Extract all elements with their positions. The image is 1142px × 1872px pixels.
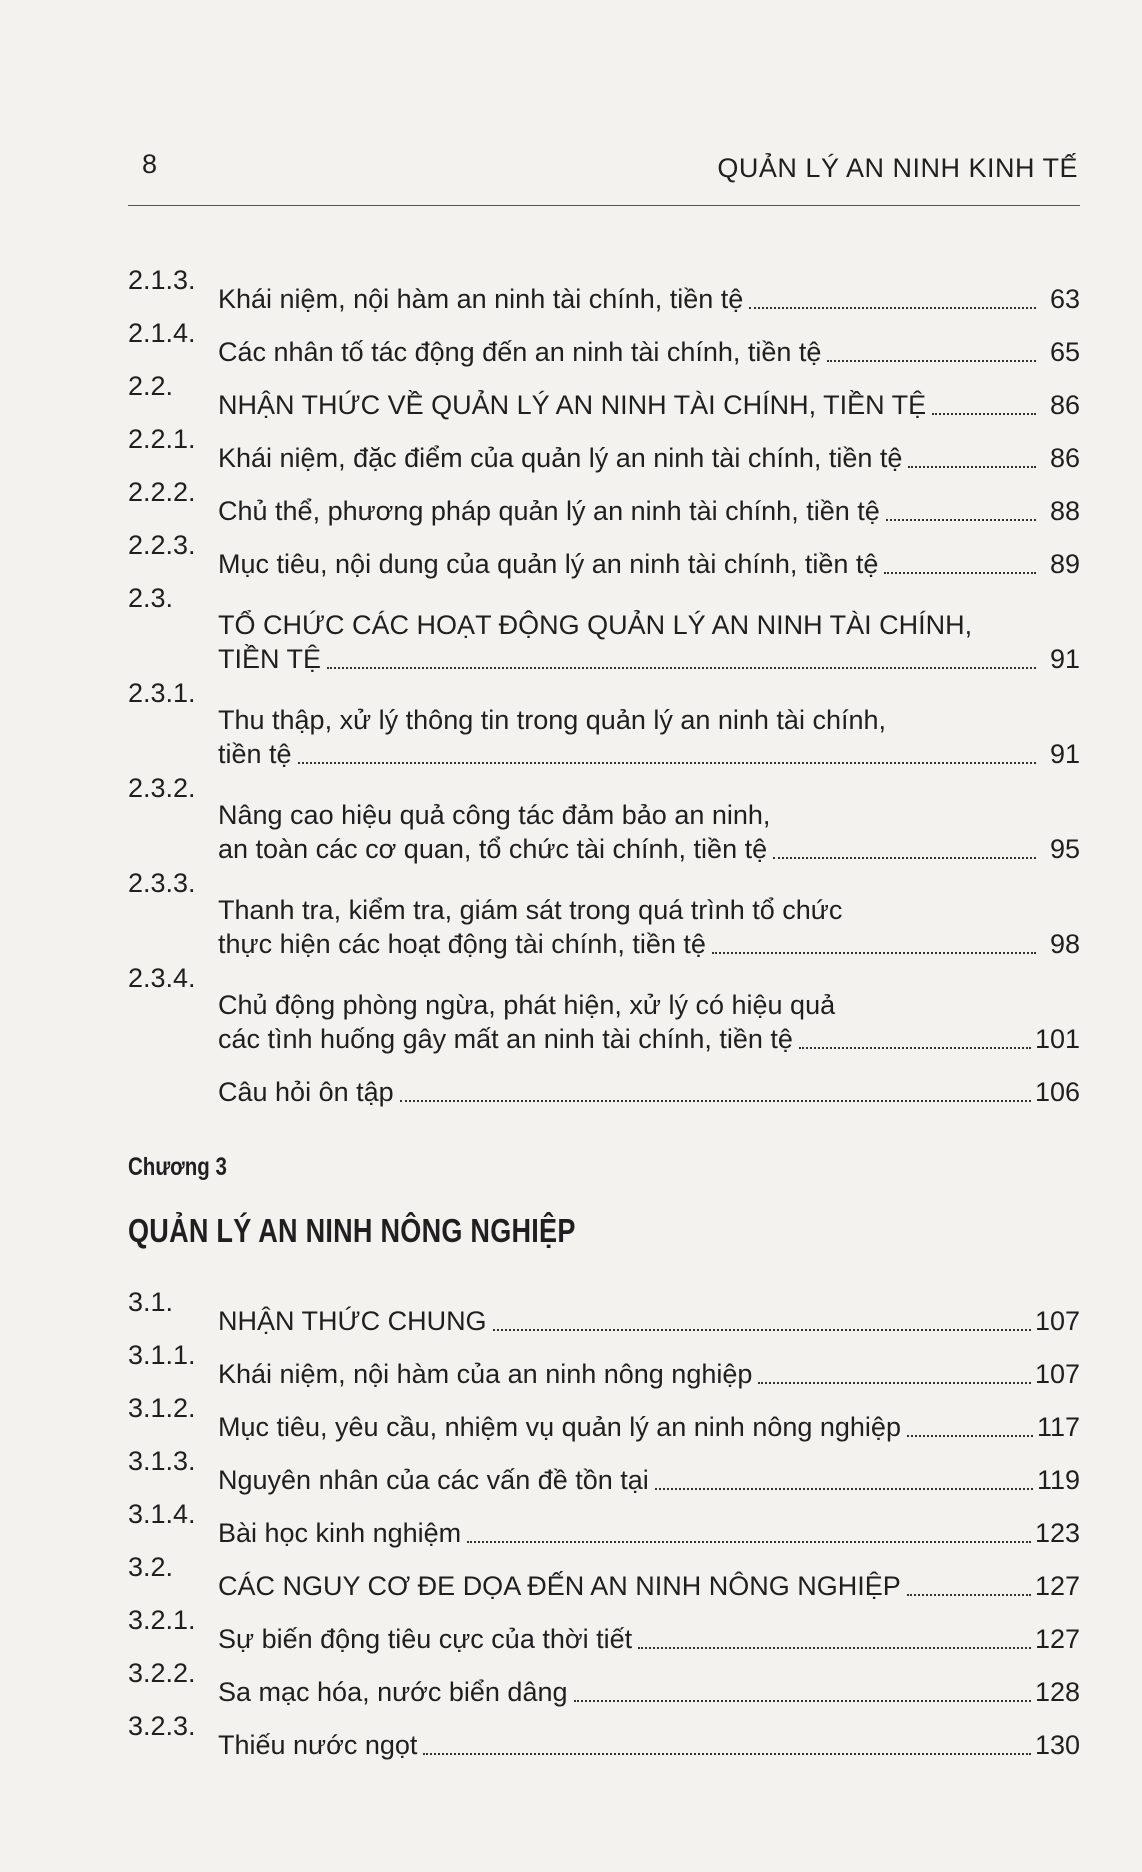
toc-entry-number: 2.3.3. xyxy=(128,868,196,898)
dot-leader xyxy=(493,1328,1031,1331)
toc-entry-title-line: Khái niệm, đặc điểm của quản lý an ninh tài chính, tiền tệ xyxy=(218,443,903,473)
toc-entry xyxy=(128,1709,1080,1762)
toc-entry xyxy=(128,676,1080,771)
chapter-label: Chương 3 xyxy=(128,1153,227,1181)
dot-leader xyxy=(638,1646,1031,1649)
toc-entry-number: 2.3. xyxy=(128,583,174,613)
toc-entry-title-line: Chủ động phòng ngừa, phát hiện, xử lý có hiệu quả xyxy=(218,990,836,1020)
toc-entry-number: 2.1.3. xyxy=(128,265,196,295)
toc-entry xyxy=(128,581,1080,676)
toc-entry-page: 91 xyxy=(1049,739,1080,769)
toc-entry-page: 107 xyxy=(1034,1359,1080,1389)
toc-entry-title-line: Câu hỏi ôn tập xyxy=(218,1077,394,1107)
toc-entry-number: 2.3.4. xyxy=(128,963,196,993)
toc-entry xyxy=(128,1550,1080,1603)
toc-entry-title-line: Thiếu nước ngọt xyxy=(218,1730,418,1760)
chapter-title: QUẢN LÝ AN NINH NÔNG NGHIỆP xyxy=(128,1212,576,1249)
dot-leader xyxy=(327,666,1036,669)
toc-entry-number: 2.1.4. xyxy=(128,318,196,348)
dot-leader xyxy=(773,856,1036,859)
toc-entry-title-line: Thanh tra, kiểm tra, giám sát trong quá trình tổ chức xyxy=(218,895,843,925)
dot-leader xyxy=(799,1046,1031,1049)
toc-entry-title-line: Thu thập, xử lý thông tin trong quản lý an ninh tài chính, xyxy=(218,705,886,735)
toc-entry-page: 86 xyxy=(1049,443,1080,473)
toc-entry-number: 3.2. xyxy=(128,1552,174,1582)
toc-entry xyxy=(128,316,1080,369)
dot-leader xyxy=(827,359,1036,362)
toc-entry-title-line: tiền tệ xyxy=(218,739,292,769)
toc-entry-page: 65 xyxy=(1049,337,1080,367)
toc-entry-page: 107 xyxy=(1034,1306,1080,1336)
dot-leader xyxy=(467,1540,1031,1543)
toc-entry-page: 101 xyxy=(1034,1024,1080,1054)
dot-leader xyxy=(749,306,1036,309)
dot-leader xyxy=(886,518,1036,521)
toc-entry-page: 117 xyxy=(1036,1412,1080,1442)
toc-entry xyxy=(128,263,1080,316)
toc-entry-number: 3.1.3. xyxy=(128,1446,196,1476)
dot-leader xyxy=(907,1434,1033,1437)
toc-entry-page: 89 xyxy=(1049,549,1080,579)
toc-entry xyxy=(128,1603,1080,1656)
toc-entry-page: 86 xyxy=(1049,390,1080,420)
dot-leader xyxy=(908,465,1036,468)
toc-entry xyxy=(128,1656,1080,1709)
running-title: QUẢN LÝ AN NINH KINH TẾ xyxy=(717,153,1078,183)
toc-entry xyxy=(128,369,1080,422)
dot-leader xyxy=(423,1752,1031,1755)
toc-entry-title-line: TIỀN TỆ xyxy=(218,644,322,674)
toc-entry-number: 2.2.1. xyxy=(128,424,196,454)
dot-leader xyxy=(932,412,1036,415)
toc-entry-page: 63 xyxy=(1049,284,1080,314)
toc-entry-title-line: TỔ CHỨC CÁC HOẠT ĐỘNG QUẢN LÝ AN NINH TÀI CHÍNH, xyxy=(218,610,973,640)
toc-entry-page: 128 xyxy=(1034,1677,1080,1707)
toc-entry-number: 2.2. xyxy=(128,371,174,401)
toc-entry xyxy=(128,1391,1080,1444)
toc-entry-page: 119 xyxy=(1036,1465,1080,1495)
toc-entry-title-line: CÁC NGUY CƠ ĐE DỌA ĐẾN AN NINH NÔNG NGHIỆP xyxy=(218,1571,901,1601)
toc-entry-title-line: Khái niệm, nội hàm an ninh tài chính, tiền tệ xyxy=(218,284,744,314)
toc-entry-number: 3.1.2. xyxy=(128,1393,196,1423)
dot-leader xyxy=(712,951,1036,954)
toc-entry xyxy=(128,1497,1080,1550)
toc-entry-page: 88 xyxy=(1049,496,1080,526)
toc-entry xyxy=(128,961,1080,1056)
toc-entry-page: 91 xyxy=(1049,644,1080,674)
toc-entry xyxy=(128,1338,1080,1391)
toc-entry-number: 3.2.2. xyxy=(128,1658,196,1688)
toc-entry-title-line: Nguyên nhân của các vấn đề tồn tại xyxy=(218,1465,649,1495)
toc-entry-title-line: Nâng cao hiệu quả công tác đảm bảo an ninh, xyxy=(218,800,771,830)
toc-entry-title-line: Chủ thể, phương pháp quản lý an ninh tài chính, tiền tệ xyxy=(218,496,880,526)
dot-leader xyxy=(574,1699,1031,1702)
dot-leader xyxy=(655,1487,1033,1490)
toc-entry-title-line: Sự biến động tiêu cực của thời tiết xyxy=(218,1624,633,1654)
toc-entry-title-line: Bài học kinh nghiệm xyxy=(218,1518,462,1548)
toc-entry-number: 2.3.1. xyxy=(128,678,196,708)
toc-entry-page: 95 xyxy=(1049,834,1080,864)
toc-list-part1 xyxy=(128,263,1080,1109)
toc-entry-title-line: Các nhân tố tác động đến an ninh tài chính, tiền tệ xyxy=(218,337,822,367)
dot-leader xyxy=(884,571,1036,574)
toc-entry-page: 127 xyxy=(1034,1571,1080,1601)
toc-entry-title-line: Mục tiêu, nội dung của quản lý an ninh tài chính, tiền tệ xyxy=(218,549,879,579)
toc-entry-number: 3.1.4. xyxy=(128,1499,196,1529)
toc-entry-title-line: Khái niệm, nội hàm của an ninh nông nghiệp xyxy=(218,1359,753,1389)
toc-entry xyxy=(128,528,1080,581)
page-header xyxy=(128,145,1080,206)
toc-entry-title-line: Mục tiêu, yêu cầu, nhiệm vụ quản lý an ninh nông nghiệp xyxy=(218,1412,901,1442)
toc-entry-page: 127 xyxy=(1034,1624,1080,1654)
toc-entry-title-line: an toàn các cơ quan, tổ chức tài chính, tiền tệ xyxy=(218,834,768,864)
dot-leader xyxy=(400,1099,1031,1102)
toc-entry-title-line: Sa mạc hóa, nước biển dâng xyxy=(218,1677,568,1707)
toc-entry xyxy=(128,1444,1080,1497)
toc-entry-page: 130 xyxy=(1034,1730,1080,1760)
toc-entry-number: 3.1.1. xyxy=(128,1340,196,1370)
toc-list-part2 xyxy=(128,1285,1080,1762)
dot-leader xyxy=(907,1593,1031,1596)
toc-entry xyxy=(128,866,1080,961)
toc-entry-title-line: các tình huống gây mất an ninh tài chính, tiền tệ xyxy=(218,1024,793,1054)
toc-entry-page: 98 xyxy=(1049,929,1080,959)
toc-entry xyxy=(128,1056,1080,1109)
toc-entry xyxy=(128,422,1080,475)
toc-entry-title-line: thực hiện các hoạt động tài chính, tiền tệ xyxy=(218,929,706,959)
dot-leader xyxy=(758,1381,1031,1384)
toc-entry-number: 2.3.2. xyxy=(128,773,196,803)
toc-entry-number: 3.2.3. xyxy=(128,1711,196,1741)
toc-entry xyxy=(128,475,1080,528)
toc-entry-title-line: NHẬN THỨC VỀ QUẢN LÝ AN NINH TÀI CHÍNH, TIỀN TỆ xyxy=(218,390,927,420)
toc-entry-number: 2.2.2. xyxy=(128,477,196,507)
toc-entry-page: 106 xyxy=(1034,1077,1080,1107)
toc-entry-title-line: NHẬN THỨC CHUNG xyxy=(218,1306,487,1336)
toc-entry-number: 3.2.1. xyxy=(128,1605,196,1635)
toc-entry xyxy=(128,1285,1080,1338)
page-number: 8 xyxy=(142,149,158,179)
toc-entry xyxy=(128,771,1080,866)
toc-entry-page: 123 xyxy=(1034,1518,1080,1548)
dot-leader xyxy=(298,761,1036,764)
toc-entry-number: 2.2.3. xyxy=(128,530,196,560)
toc-entry-number: 3.1. xyxy=(128,1287,174,1317)
